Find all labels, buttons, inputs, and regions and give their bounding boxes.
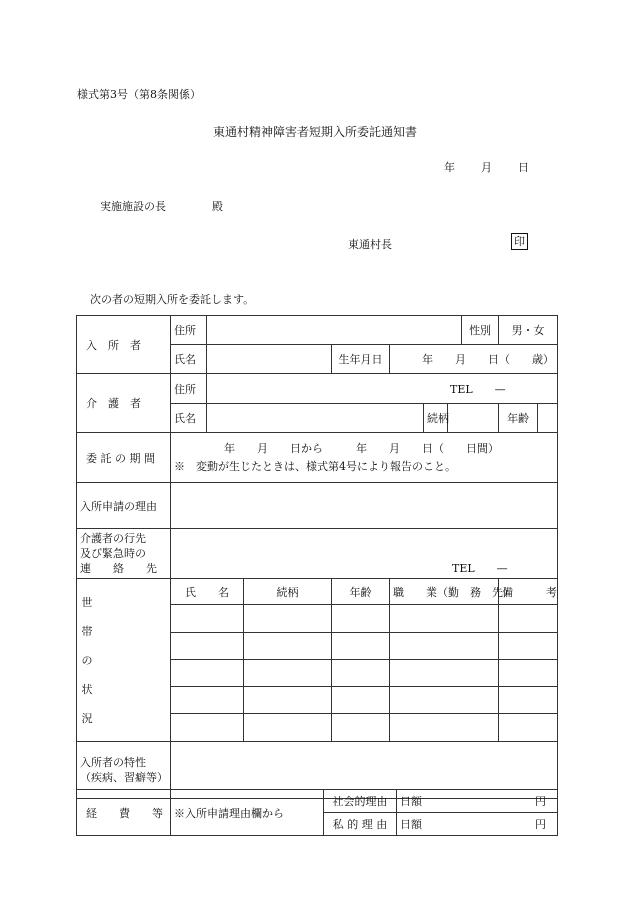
contact-label: 介護者の行先 及び緊急時の 連 絡 先: [77, 529, 171, 579]
household-header-relation-cell: 続柄: [244, 579, 332, 605]
caregiver-address-field[interactable]: [207, 374, 558, 404]
reason-label: 入所申請の理由: [77, 483, 171, 529]
household-header-age: 年齢: [332, 579, 390, 605]
expenses-label: 経 費 等: [77, 790, 171, 836]
expenses-social-reason: 社会的理由: [324, 790, 397, 813]
expenses-note: ※入所申請理由欄から: [171, 790, 324, 836]
form-number: 様式第3号（第8条関係）: [77, 88, 201, 101]
period-note: ※ 変動が生じたときは、様式第4号により報告のこと。: [174, 459, 456, 473]
intro-text: 次の者の短期入所を委託します。: [90, 293, 255, 306]
seal-mark: 印: [511, 233, 528, 250]
contact-tel: TEL —: [452, 562, 508, 575]
date-month: 月: [481, 161, 492, 174]
admittee-gender-options[interactable]: 男・女: [499, 316, 558, 345]
main-form-table: [76, 315, 558, 799]
caregiver-tel: TEL —: [450, 382, 506, 396]
caregiver-name-field[interactable]: [207, 404, 424, 433]
period-label: 委 託 の 期 間: [77, 433, 171, 483]
admittee-address-label: 住所: [171, 316, 207, 345]
household-header-occupation: 職 業（勤 務 先）: [390, 579, 499, 605]
period-field[interactable]: [171, 433, 558, 483]
expenses-private-amount[interactable]: 日額 円: [397, 813, 558, 836]
admittee-name-field[interactable]: [207, 345, 332, 374]
caregiver-age-label: 年齢: [499, 404, 538, 433]
period-range: 年 月 日から 年 月 日（ 日間）: [224, 441, 499, 455]
caregiver-label: 介 護 者: [77, 374, 171, 433]
caregiver-name-label: 氏名: [171, 404, 207, 433]
admittee-label: 入 所 者: [77, 316, 171, 374]
document-title: 東通村精神障害者短期入所委託通知書: [212, 125, 417, 139]
admittee-gender-label: 性別: [462, 316, 499, 345]
contact-field[interactable]: [171, 529, 558, 579]
date-year: 年: [444, 161, 455, 174]
reason-field[interactable]: [171, 483, 558, 529]
addressee-honorific: 殿: [212, 200, 223, 213]
caregiver-relation-label: 続柄: [424, 404, 448, 433]
caregiver-relation-field[interactable]: [448, 404, 499, 433]
date-day: 日: [518, 161, 529, 174]
caregiver-age-field[interactable]: [538, 404, 558, 433]
caregiver-address-label: 住所: [171, 374, 207, 404]
addressee-text: 実施施設の長: [100, 200, 166, 213]
expenses-social-amount[interactable]: 日額 円: [397, 790, 558, 813]
household-label-chars: 世 帯 の 状 況: [81, 596, 93, 725]
household-header-name: 氏 名: [171, 579, 244, 605]
admittee-birth-field[interactable]: 年 月 日（ 歳）: [390, 345, 558, 374]
addressee: [100, 198, 223, 214]
expenses-table: [76, 789, 558, 836]
characteristics-label: 入所者の特性 （疾病、習癖等）: [77, 742, 171, 799]
admittee-birth-label: 生年月日: [332, 345, 390, 374]
issuer-name: 東通村長: [348, 238, 392, 251]
admittee-address-field[interactable]: [207, 316, 462, 345]
admittee-name-label: 氏名: [171, 345, 207, 374]
expenses-private-reason: 私 的 理 由: [324, 813, 397, 836]
date-line: [444, 159, 529, 175]
household-label: [77, 579, 171, 742]
household-header-remarks: 備 考: [499, 579, 558, 605]
